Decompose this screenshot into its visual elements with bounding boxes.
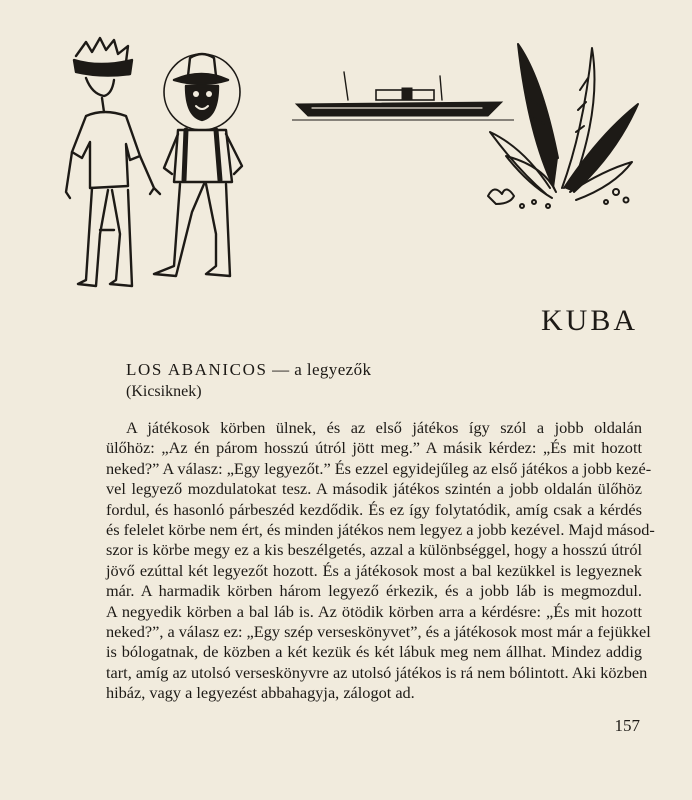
text-line: neked?” A válasz: „Egy legyezőt.” És ezzel egyidejűleg az első játékos a jobb kezé- [106, 458, 652, 478]
game-title [126, 360, 371, 380]
agave-plant-illustration [484, 38, 640, 212]
game-name: LOS ABANICOS [126, 360, 268, 379]
two-children-illustration [56, 34, 256, 296]
steamship-illustration [292, 66, 514, 124]
text-line: A játékosok körben ülnek, és az első játékos így szól a jobb oldalán [126, 418, 642, 437]
text-line: hibáz, vagy a legyezést abbahagyja, zálogot ad. [106, 683, 415, 703]
text-line: vel legyező mozdulatokat tesz. A második játékos szintén a jobb oldalán ülőhöz [106, 479, 642, 499]
text-line: és felelet körbe nem ért, és minden játékos nem legyez a jobb kezével. Majd másod- [106, 520, 655, 540]
title-separator: — [267, 360, 295, 379]
text-line: már. A harmadik körben három legyező érkezik, és a jobb láb is megmozdul. [106, 581, 642, 601]
text-line: tart, amíg az utolsó verseskönyvre az utolsó játékos is rá nem bólintott. Aki közben [106, 662, 648, 682]
text-line: fordul, és hasonló párbeszéd kezdődik. És ez így folytatódik, amíg csak a kérdés [106, 499, 642, 519]
age-group-label: (Kicsiknek) [126, 383, 202, 400]
page-number: 157 [614, 716, 640, 735]
text-line: szor is körbe megy ez a kis beszélgetés, azzal a különbséggel, hogy a hosszú útról [106, 540, 642, 560]
country-heading: KUBA [540, 304, 638, 337]
text-line: A negyedik körben a bal láb is. Az ötödik körben arra a kérdésre: „És mit hozott [106, 601, 642, 621]
game-description [106, 418, 655, 704]
text-line: is bólogatnak, de közben a két kezük és két lábuk meg nem állhat. Mindez addig [106, 642, 642, 662]
text-line: ülőhöz: „Az én párom hosszú útról jött meg.” A másik kérdez: „És mit hozott [106, 438, 642, 458]
text-line: neked?”, a válasz ez: „Egy szép verseskönyvet”, és a játékosok most már a fejükkel [106, 622, 651, 642]
game-subtitle: a legyezők [294, 360, 372, 379]
text-line: jövő ezúttal két legyezőt hozott. És a játékosok most a bal kezükkel is legyeznek [106, 560, 642, 580]
